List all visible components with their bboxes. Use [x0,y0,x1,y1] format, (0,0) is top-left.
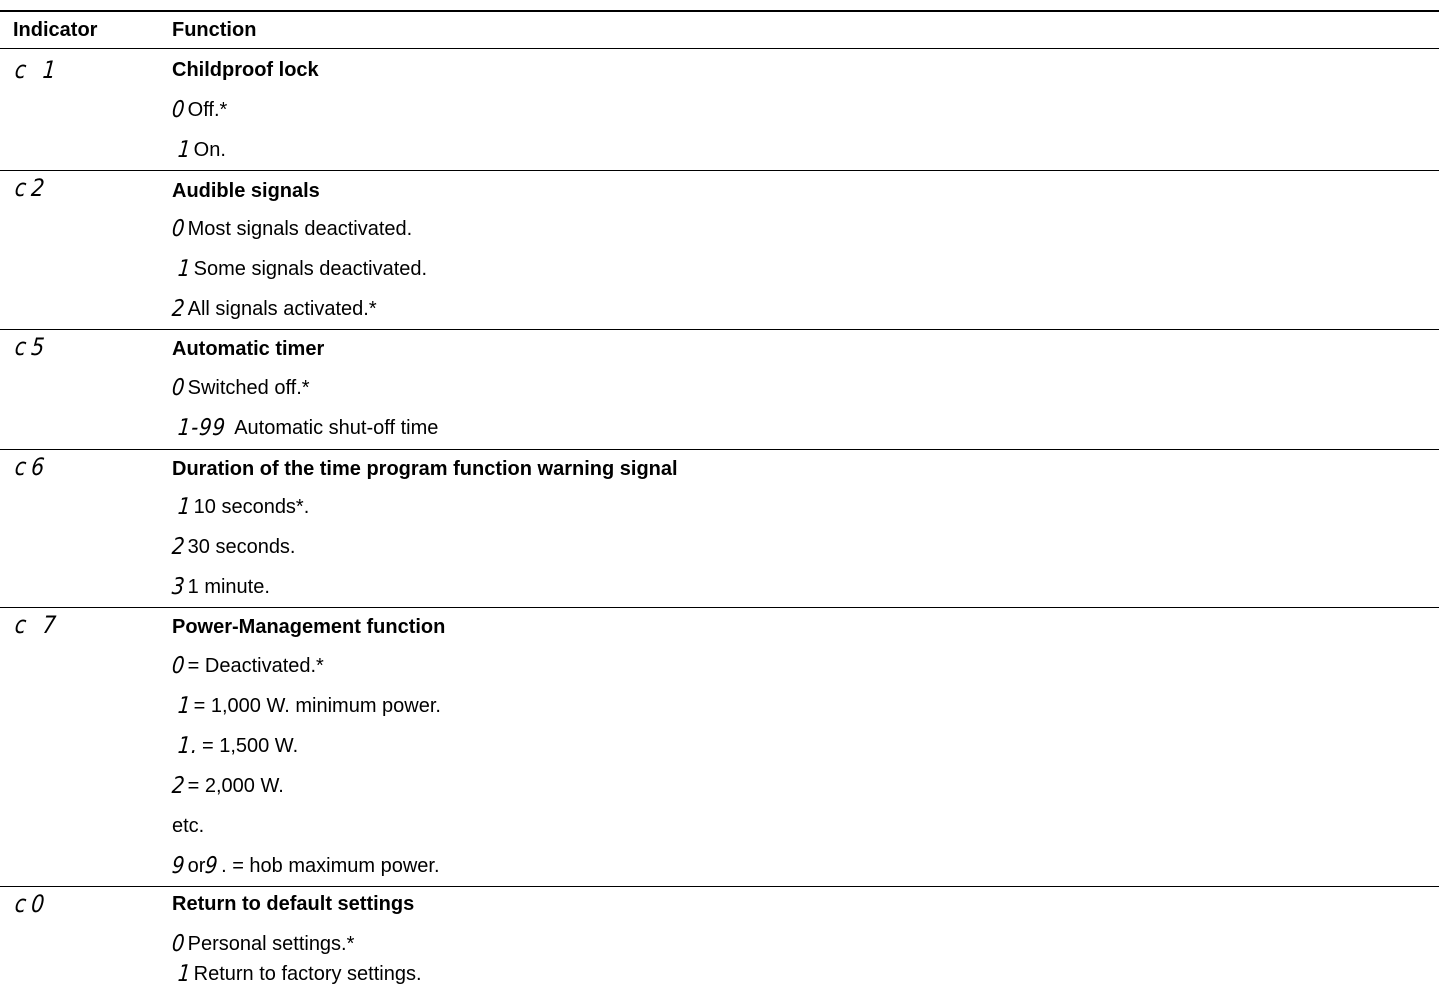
option-line: 0 Personal settings.* [170,931,355,957]
function-title: Return to default settings [172,892,415,915]
option-line: 2 = 2,000 W. [170,773,284,799]
indicator-code: c0 [13,890,51,918]
function-title: Automatic timer [172,337,325,360]
indicator-code: c5 [13,333,51,361]
option-line: 0 = Deactivated.* [170,653,324,679]
indicator-code: c 7 [13,611,63,639]
option-line: 0 Off.* [170,97,228,123]
table-top-rule [0,10,1439,12]
option-line: 2 All signals activated.* [170,296,377,322]
option-line: 1 On. [176,137,226,163]
indicator-code: c6 [13,453,51,481]
option-line: etc. [172,814,205,837]
function-column-header: Function [172,19,257,41]
option-line: 9 or 9 . = hob maximum power. [170,853,440,879]
indicator-code: c 1 [13,56,63,84]
option-line: 1 Some signals deactivated. [176,256,428,282]
indicator-column-header: Indicator [13,19,98,41]
option-line: 1 = 1,000 W. minimum power. [176,693,441,719]
option-line: 0 Most signals deactivated. [170,216,413,242]
option-line: 1-99 Automatic shut-off time [176,415,439,441]
option-line: 0 Switched off.* [170,375,310,401]
function-title: Duration of the time program function warning signal [172,457,678,480]
function-title: Power-Management function [172,615,446,638]
option-line: 1. = 1,500 W. [176,733,299,759]
function-title: Childproof lock [172,58,319,81]
option-line: 3 1 minute. [170,574,270,600]
header-rule [0,48,1439,49]
function-title: Audible signals [172,179,320,202]
indicator-code: c2 [13,174,51,202]
option-line: 2 30 seconds. [170,534,296,560]
option-line: 1 Return to factory settings. [176,961,422,987]
option-line: 1 10 seconds*. [176,494,310,520]
